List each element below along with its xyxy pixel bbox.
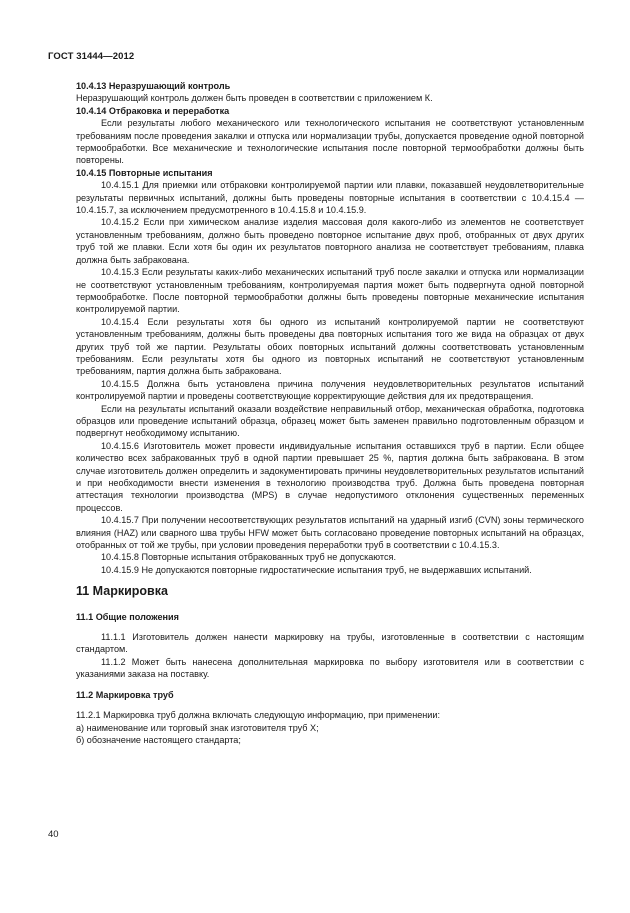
paragraph: 10.4.15.3 Если результаты каких-либо механических испытаний труб после закалки и отпуска или нормализации не соответствуют установленным требованиям, контролируемая партия может быть подвергнута одной повторной термообработке. После повторной термообработки должны быть проведены повторные механические испытания контролируемой партии. xyxy=(76,267,584,315)
document-header: ГОСТ 31444—2012 xyxy=(48,51,135,62)
paragraph: 10.4.15.7 При получении несоответствующих результатов испытаний на ударный изгиб (CVN) зоны термического влияния (HAZ) или сварного шва трубы HFW может быть согласовано проведение повторных испытаний на образцах, отобранных от той же трубы, при условии проведения переработки труб в соответствии с 10.4.15.3. xyxy=(76,515,584,551)
paragraph: 10.4.15.2 Если при химическом анализе изделия массовая доля какого-либо из элементов не соответствует установленным требованиям, должно быть проведено повторное испытание двух проб, отобранных от двух других труб той же плавки. Если хотя бы один их результатов повторного анализа не соответствует требованиям, плавка должна быть забракована. xyxy=(76,217,584,265)
paragraph: 10.4.15.8 Повторные испытания отбракованных труб не допускаются. xyxy=(101,552,396,563)
document-body xyxy=(76,80,584,746)
paragraph: Если на результаты испытаний оказали воздействие неправильный отбор, механическая обработка, подготовка образцов или проведение испытаний образца, образец может быть заменен правильно подготовленным образцом и подвергнут необходимому испытанию. xyxy=(76,403,584,439)
page-number: 40 xyxy=(48,829,59,840)
list-item: а) наименование или торговый знак изготовителя труб X; xyxy=(76,722,319,733)
paragraph: 10.4.15.6 Изготовитель может провести индивидуальные испытания оставшихся труб в партии. Если общее количество всех забракованных труб в одной партии превышает 25 %, партия должна быть забракована. В этом случае изготовитель должен определить и задокументировать причины неудовлетворительных результатов испытаний и при необходимости внести изменения в технологию производства труб. Должна быть проведена повторная аттестация технологии производства (MPS) в случае недопустимого отклонения существенных переменных процессов. xyxy=(76,440,584,513)
paragraph: 11.1.1 Изготовитель должен нанести маркировку на трубы, изготовленные в соответствии с настоящим стандартом. xyxy=(76,632,584,655)
paragraph: 11.1.2 Может быть нанесена дополнительная маркировка по выбору изготовителя или в соответствии с указаниями заказа на поставку. xyxy=(76,656,584,680)
subsection-heading-11-1: 11.1 Общие положения xyxy=(76,611,179,622)
paragraph: Неразрушающий контроль должен быть проведен в соответствии с приложением К. xyxy=(76,93,433,104)
paragraph: 10.4.15.9 Не допускаются повторные гидростатические испытания труб, не выдержавших испытаний. xyxy=(101,564,532,575)
paragraph: Если результаты любого механического или технологического испытания не соответствуют установленным требованиям после проведения закалки и отпуска или нормализации трубы, допускается проведение одной повторной термообработки. Все механические и технологические испытания после повторной термообработки должны быть повторены. xyxy=(76,118,584,166)
subsection-heading-11-2: 11.2 Маркировка труб xyxy=(76,689,174,700)
list-item: б) обозначение настоящего стандарта; xyxy=(76,734,241,745)
heading-10-4-15: 10.4.15 Повторные испытания xyxy=(76,167,213,178)
heading-10-4-13: 10.4.13 Неразрушающий контроль xyxy=(76,81,231,91)
paragraph: 10.4.15.5 Должна быть установлена причина получения неудовлетворительных результатов испытаний контролируемой партии и проведены соответствующие корректирующие действия для их предотвращения. xyxy=(76,378,584,402)
heading-10-4-14: 10.4.14 Отбраковка и переработка xyxy=(76,105,230,116)
paragraph: 11.2.1 Маркировка труб должна включать следующую информацию, при применении: xyxy=(76,710,440,721)
paragraph: 10.4.15.4 Если результаты хотя бы одного из испытаний контролируемой партии не соответствуют установленным требованиям, должны быть проведены два повторных испытания того же вида на образцах от двух других труб той же партии. Результаты обоих повторных испытаний должны соответствовать установленным требованиям. Если результаты хотя бы одного из повторных испытаний не соответствуют установленным требованиям, партия должна быть забракована. xyxy=(76,316,584,377)
paragraph: 10.4.15.1 Для приемки или отбраковки контролируемой партии или плавки, показавшей неудовлетворительные результаты первичных испытаний, должны быть проведены повторные испытания в соответствии с 10.4.15.4 — 10.4.15.7, за исключением предусмотренного в 10.4.15.8 и 10.4.15.9. xyxy=(76,180,584,216)
section-heading-11: 11 Маркировка xyxy=(76,584,168,599)
